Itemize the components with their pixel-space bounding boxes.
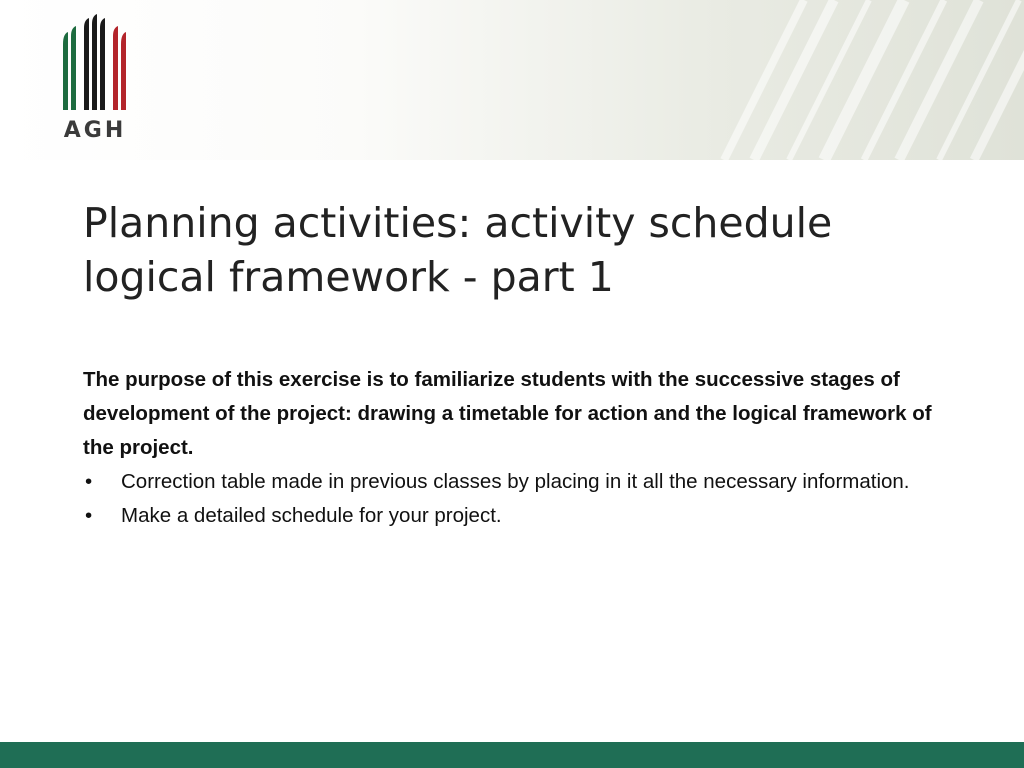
bullet-list	[83, 465, 943, 533]
bullet-text: Make a detailed schedule for your project.	[121, 504, 502, 527]
bullet-item	[83, 465, 943, 499]
agh-emblem-icon	[58, 14, 132, 114]
title-line: Planning activities: activity schedule	[83, 199, 833, 247]
slide-body	[83, 363, 943, 533]
intro-paragraph: The purpose of this exercise is to familiarize students with the successive stages of development of the project: drawing a timetable for action and the logical framework of the project.	[83, 368, 932, 459]
bullet-text: Correction table made in previous classes by placing in it all the necessary information.	[121, 470, 910, 493]
bullet-icon: •	[85, 470, 93, 493]
title-line: logical framework - part 1	[83, 253, 614, 301]
logo-text: AGH	[63, 118, 127, 143]
bullet-item	[83, 499, 943, 533]
slide-title	[83, 196, 983, 304]
bullet-icon: •	[85, 504, 93, 527]
agh-logo	[58, 14, 132, 146]
footer-bar	[0, 742, 1024, 768]
header-band	[0, 0, 1024, 160]
decorative-stripes	[684, 0, 1024, 160]
